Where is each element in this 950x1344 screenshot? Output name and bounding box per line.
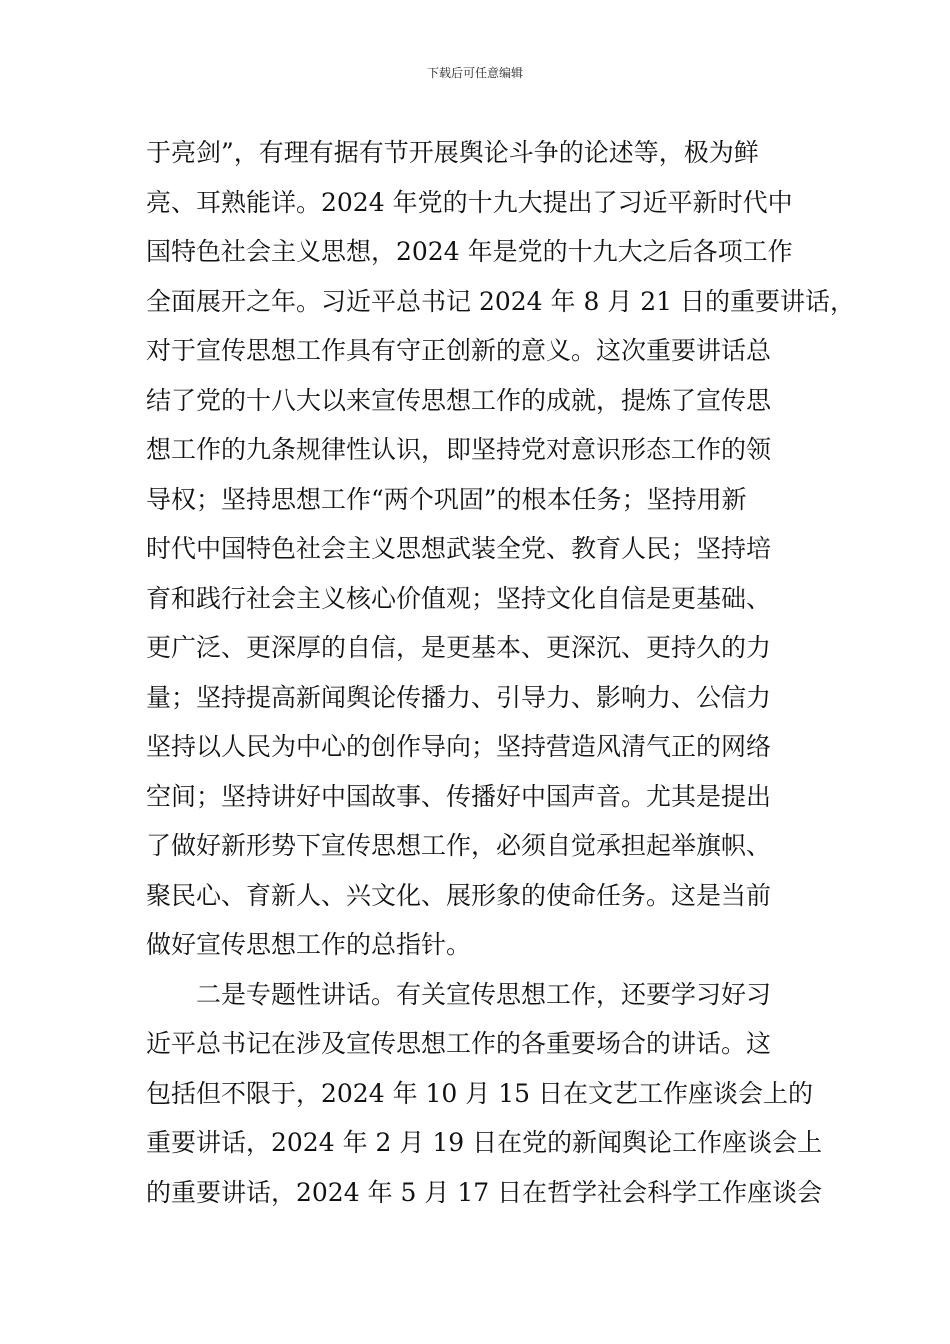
text-line: 近平总书记在涉及宣传思想工作的各重要场合的讲话。这 [146,1029,772,1058]
text-line: 重要讲话，2024 年 2 月 19 日在党的新闻舆论工作座谈会上 [146,1128,823,1157]
text-line: 更广泛、更深厚的自信，是更基本、更深沉、更持久的力 [146,633,772,662]
page-header: 下载后可任意编辑 [426,66,523,80]
text-line: 空间；坚持讲好中国故事、传播好中国声音。尤其是提出 [146,781,772,811]
text-line: 对于宣传思想工作具有守正创新的意义。这次重要讲话总 [146,336,772,365]
text-line: 量；坚持提高新闻舆论传播力、引导力、影响力、公信力 [146,682,772,712]
text-line: 导权；坚持思想工作“两个巩固”的根本任务；坚持用新 [146,484,747,514]
body-text [146,128,856,1217]
text-line: 聚民心、育新人、兴文化、展形象的使命任务。这是当前 [146,880,772,910]
text-line: 的重要讲话，2024 年 5 月 17 日在哲学社会科学工作座谈会 [146,1177,823,1207]
text-line: 育和践行社会主义核心价值观；坚持文化自信是更基础、 [146,583,772,613]
text-line: 了做好新形势下宣传思想工作，必须自觉承担起举旗帜、 [146,831,772,860]
text-line: 结了党的十八大以来宣传思想工作的成就，提炼了宣传思 [146,385,772,415]
text-line: 亮、耳熟能详。2024 年党的十九大提出了习近平新时代中 [146,187,793,217]
text-line: 国特色社会主义思想，2024 年是党的十九大之后各项工作 [146,237,793,266]
text-line: 做好宣传思想工作的总指针。 [146,930,472,959]
text-line: 全面展开之年。习近平总书记 2024 年 8 月 21 日的重要讲话， [146,286,856,316]
text-line: 坚持以人民为中心的创作导向；坚持营造风清气正的网络 [146,732,772,761]
text-line: 想工作的九条规律性认识，即坚持党对意识形态工作的领 [146,435,772,464]
text-line: 二是专题性讲话。有关宣传思想工作，还要学习好习 [196,979,772,1009]
text-line: 于亮剑”，有理有据有节开展舆论斗争的论述等，极为鲜 [146,138,759,167]
text-line: 时代中国特色社会主义思想武装全党、教育人民；坚持培 [146,534,772,563]
text-line: 包括但不限于，2024 年 10 月 15 日在文艺工作座谈会上的 [146,1078,813,1108]
